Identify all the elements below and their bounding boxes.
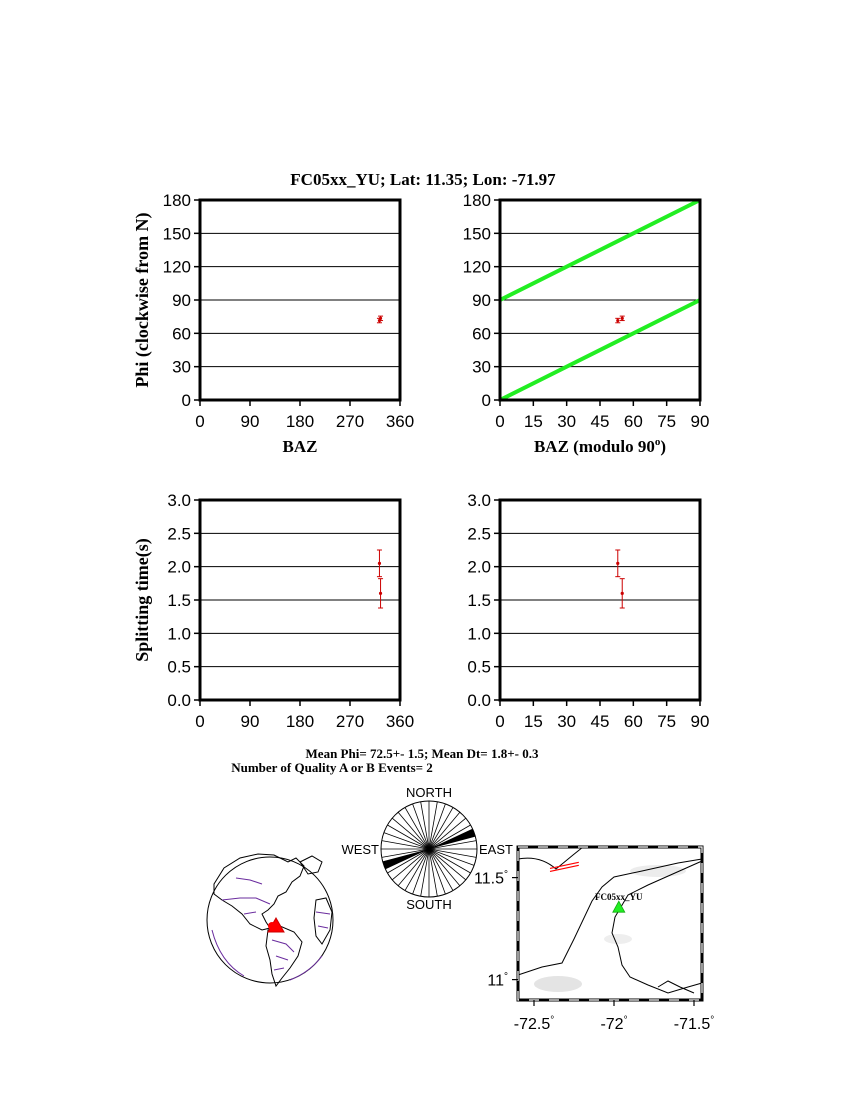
y-tick-label: 3.0 bbox=[167, 491, 191, 510]
x-tick-label: 90 bbox=[240, 412, 260, 431]
y-tick-label: 150 bbox=[462, 224, 491, 244]
phi-vs-baz-mod90-panel bbox=[463, 191, 710, 456]
map-y-tick-value: 11 bbox=[487, 972, 504, 990]
rose-label-east: EAST bbox=[479, 842, 513, 857]
rose-petal bbox=[383, 849, 429, 869]
y-tick-label: 2.5 bbox=[167, 524, 191, 544]
map-degree-mark: ° bbox=[550, 1015, 555, 1026]
x-tick-label: 45 bbox=[590, 412, 610, 431]
map-x-tick-value: -72.5 bbox=[513, 1016, 551, 1033]
guide-line bbox=[500, 200, 700, 300]
x-tick-label: 45 bbox=[590, 712, 610, 731]
map-shading bbox=[604, 934, 632, 944]
x-axis-label bbox=[283, 437, 318, 456]
globe-event-dot bbox=[268, 922, 276, 930]
rose-label-south: SOUTH bbox=[406, 897, 452, 912]
station-map bbox=[474, 847, 714, 1033]
x-tick-label: 360 bbox=[385, 412, 415, 431]
y-tick-label: 180 bbox=[162, 191, 191, 210]
y-tick-label: 30 bbox=[172, 357, 191, 377]
map-shading bbox=[630, 865, 686, 877]
data-point bbox=[616, 319, 619, 322]
y-tick-label: 30 bbox=[472, 357, 491, 377]
summary-event-count: Number of Quality A or B Events= 2 bbox=[231, 760, 433, 775]
map-y-tick-label bbox=[474, 870, 508, 888]
x-tick-label: 0 bbox=[495, 412, 505, 431]
y-tick-label: 60 bbox=[172, 324, 191, 344]
x-tick-label: 60 bbox=[623, 412, 643, 431]
y-tick-label: 90 bbox=[172, 291, 191, 310]
y-tick-label: 120 bbox=[462, 257, 491, 277]
x-tick-label: 75 bbox=[657, 712, 677, 731]
x-tick-label: 90 bbox=[240, 712, 260, 731]
y-tick-label: 1.0 bbox=[167, 624, 191, 644]
y-tick-label: 2.5 bbox=[467, 524, 491, 544]
data-point bbox=[621, 592, 624, 595]
x-tick-label: 0 bbox=[495, 712, 505, 731]
map-x-tick-value: -72 bbox=[600, 1016, 624, 1033]
y-tick-label: 0.0 bbox=[167, 691, 191, 710]
y-tick-label: 150 bbox=[162, 224, 191, 244]
y-axis-label: Splitting time(s) bbox=[132, 538, 152, 662]
map-degree-mark: ° bbox=[504, 971, 508, 983]
y-tick-label: 0 bbox=[181, 391, 191, 410]
x-tick-label: 0 bbox=[195, 712, 205, 731]
map-y-tick-value: 11.5 bbox=[474, 870, 504, 888]
map-x-tick-label bbox=[600, 1015, 627, 1033]
map-x-tick-label bbox=[514, 1015, 554, 1033]
x-tick-label: 90 bbox=[690, 712, 710, 731]
x-axis-label-text: BAZ (modulo 90 bbox=[533, 437, 655, 456]
x-tick-label: 30 bbox=[557, 412, 577, 431]
x-tick-label: 75 bbox=[657, 412, 677, 431]
y-tick-label: 0.0 bbox=[467, 691, 491, 710]
map-degree-mark: ° bbox=[710, 1015, 715, 1026]
y-tick-label: 2.0 bbox=[467, 557, 491, 577]
rose-label-north: NORTH bbox=[406, 785, 452, 800]
x-tick-label: 270 bbox=[335, 712, 365, 731]
data-point bbox=[379, 592, 382, 595]
data-point bbox=[621, 317, 624, 320]
x-tick-label: 360 bbox=[385, 712, 415, 731]
map-degree-mark: ° bbox=[504, 869, 508, 881]
y-tick-label: 120 bbox=[162, 257, 191, 277]
data-point bbox=[616, 562, 619, 565]
x-axis-label bbox=[534, 436, 666, 456]
map-x-tick-value: -71.5 bbox=[673, 1016, 711, 1033]
x-axis-label-close: ) bbox=[660, 437, 667, 456]
x-tick-label: 15 bbox=[523, 412, 543, 431]
x-tick-label: 90 bbox=[690, 412, 710, 431]
guide-line bbox=[500, 300, 700, 400]
y-tick-label: 1.0 bbox=[467, 624, 491, 644]
y-tick-label: 0.5 bbox=[167, 657, 191, 677]
dt-vs-baz-panel bbox=[132, 491, 414, 731]
y-tick-label: 3.0 bbox=[467, 491, 491, 510]
x-axis-label-superscript: o bbox=[654, 436, 661, 448]
x-tick-label: 15 bbox=[523, 712, 543, 731]
phi-vs-baz-panel bbox=[132, 191, 414, 456]
y-tick-label: 1.5 bbox=[467, 591, 491, 610]
x-tick-label: 180 bbox=[285, 712, 315, 731]
x-tick-label: 180 bbox=[285, 412, 315, 431]
data-point bbox=[378, 562, 381, 565]
y-tick-label: 180 bbox=[462, 191, 491, 210]
station-label: FC05xx_YU bbox=[595, 892, 643, 903]
map-x-tick-label bbox=[674, 1015, 714, 1033]
x-tick-label: 30 bbox=[557, 712, 577, 731]
rose-petal bbox=[429, 829, 475, 849]
map-y-tick-label bbox=[487, 972, 508, 990]
map-degree-mark: ° bbox=[623, 1015, 628, 1026]
map-shading bbox=[534, 976, 582, 992]
y-tick-label: 0.5 bbox=[467, 657, 491, 677]
data-point bbox=[379, 317, 382, 320]
y-tick-label: 0 bbox=[481, 391, 491, 410]
x-tick-label: 0 bbox=[195, 412, 205, 431]
figure-title: FC05xx_YU; Lat: 11.35; Lon: -71.97 bbox=[290, 170, 556, 189]
x-tick-label: 270 bbox=[335, 412, 365, 431]
y-tick-label: 2.0 bbox=[167, 557, 191, 577]
rose-diagram bbox=[341, 785, 513, 912]
y-tick-label: 1.5 bbox=[167, 591, 191, 610]
dt-vs-baz-mod90-panel bbox=[467, 491, 709, 731]
x-tick-label: 60 bbox=[623, 712, 643, 731]
rose-label-west: WEST bbox=[341, 842, 379, 857]
summary-mean-values: Mean Phi= 72.5+- 1.5; Mean Dt= 1.8+- 0.3 bbox=[305, 746, 539, 761]
globe-map bbox=[207, 854, 333, 986]
y-axis-label: Phi (clockwise from N) bbox=[132, 212, 152, 388]
y-tick-label: 90 bbox=[472, 291, 491, 310]
x-axis-label-text: BAZ bbox=[282, 437, 318, 456]
y-tick-label: 60 bbox=[472, 324, 491, 344]
